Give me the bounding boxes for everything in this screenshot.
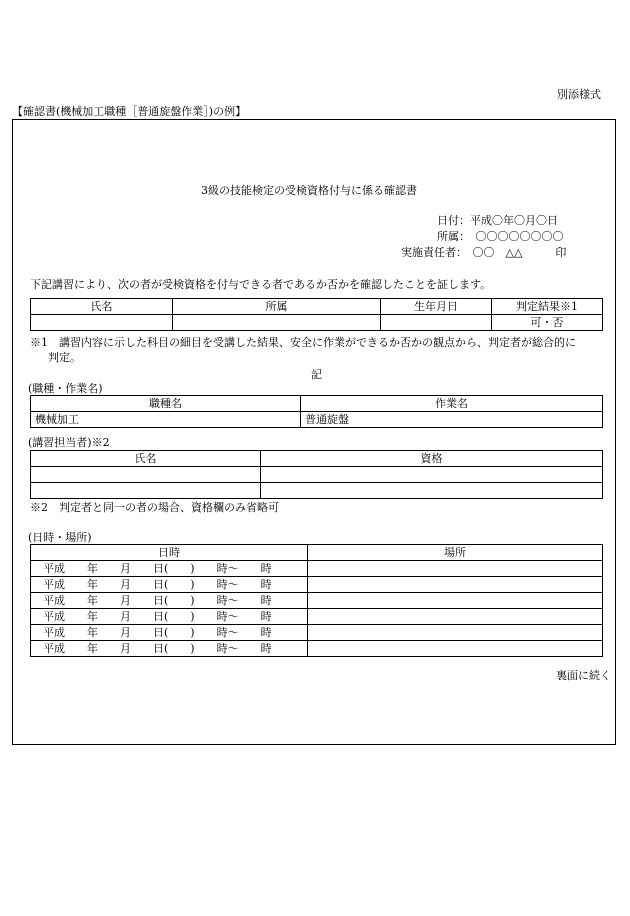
- cell-result: 可・否: [492, 315, 603, 331]
- example-heading: 【確認書(機械加工職種［普通旋盤作業］)の例】: [12, 105, 247, 118]
- header-affiliation: 所属: [173, 299, 381, 315]
- table-row: [31, 577, 603, 593]
- cell-job: 機械加工: [31, 412, 301, 428]
- header-job: 職種名: [31, 396, 301, 412]
- affiliation-line: 所属： 〇〇〇〇〇〇〇〇: [437, 230, 564, 243]
- cell-name: [31, 315, 173, 331]
- table-row: [31, 451, 603, 467]
- cell-affiliation: [173, 315, 381, 331]
- header-datetime: 日時: [31, 545, 308, 561]
- continued-note: 裏面に続く: [556, 669, 611, 682]
- table-row: [31, 299, 603, 315]
- date-line: 日付：平成〇年〇月〇日: [437, 214, 558, 227]
- cell-work: 普通旋盤: [301, 412, 603, 428]
- table-row: [31, 315, 603, 331]
- table-row: [31, 561, 603, 577]
- instructor-table: [30, 450, 603, 499]
- header-birthdate: 生年月日: [381, 299, 492, 315]
- job-section-label: (職種・作業名): [28, 382, 103, 395]
- schedule-section-label: (日時・場所): [28, 531, 92, 544]
- form-label: 別添様式: [557, 88, 601, 101]
- cell-birthdate: [381, 315, 492, 331]
- schedule-datetime: 平成 年 月 日( ) 時～ 時: [31, 593, 308, 609]
- note-1: ※1 講習内容に示した科目の細目を受講した結果、安全に作業ができるか否かの観点から、判定者が総合的に: [30, 336, 576, 349]
- table-row: [31, 412, 603, 428]
- note-1-cont: 判定。: [48, 351, 81, 364]
- schedule-datetime: 平成 年 月 日( ) 時～ 時: [31, 641, 308, 657]
- schedule-datetime: 平成 年 月 日( ) 時～ 時: [31, 561, 308, 577]
- table-row: [31, 641, 603, 657]
- intro-text: 下記講習により、次の者が受検資格を付与できる者であるか否かを確認したことを証します。: [30, 278, 492, 291]
- candidate-table: [30, 298, 603, 331]
- table-row: [31, 625, 603, 641]
- header-name: 氏名: [31, 299, 173, 315]
- schedule-datetime: 平成 年 月 日( ) 時～ 時: [31, 609, 308, 625]
- table-row: [31, 545, 603, 561]
- header-result: 判定結果※1: [492, 299, 603, 315]
- table-row: [31, 593, 603, 609]
- job-table: [30, 395, 603, 428]
- responsible-line: 実施責任者： 〇〇 △△ 印: [401, 246, 567, 259]
- header-work: 作業名: [301, 396, 603, 412]
- note-2: ※2 判定者と同一の者の場合、資格欄のみ省略可: [30, 501, 279, 514]
- schedule-table: [30, 544, 603, 657]
- header-instructor-name: 氏名: [31, 451, 261, 467]
- ki-label: 記: [311, 368, 322, 381]
- table-row: [31, 396, 603, 412]
- header-place: 場所: [308, 545, 603, 561]
- schedule-datetime: 平成 年 月 日( ) 時～ 時: [31, 577, 308, 593]
- document-title: 3級の技能検定の受検資格付与に係る確認書: [201, 184, 417, 197]
- schedule-datetime: 平成 年 月 日( ) 時～ 時: [31, 625, 308, 641]
- header-qualification: 資格: [261, 451, 603, 467]
- table-row: [31, 483, 603, 499]
- table-row: [31, 467, 603, 483]
- table-row: [31, 609, 603, 625]
- instructor-section-label: (講習担当者)※2: [28, 436, 110, 449]
